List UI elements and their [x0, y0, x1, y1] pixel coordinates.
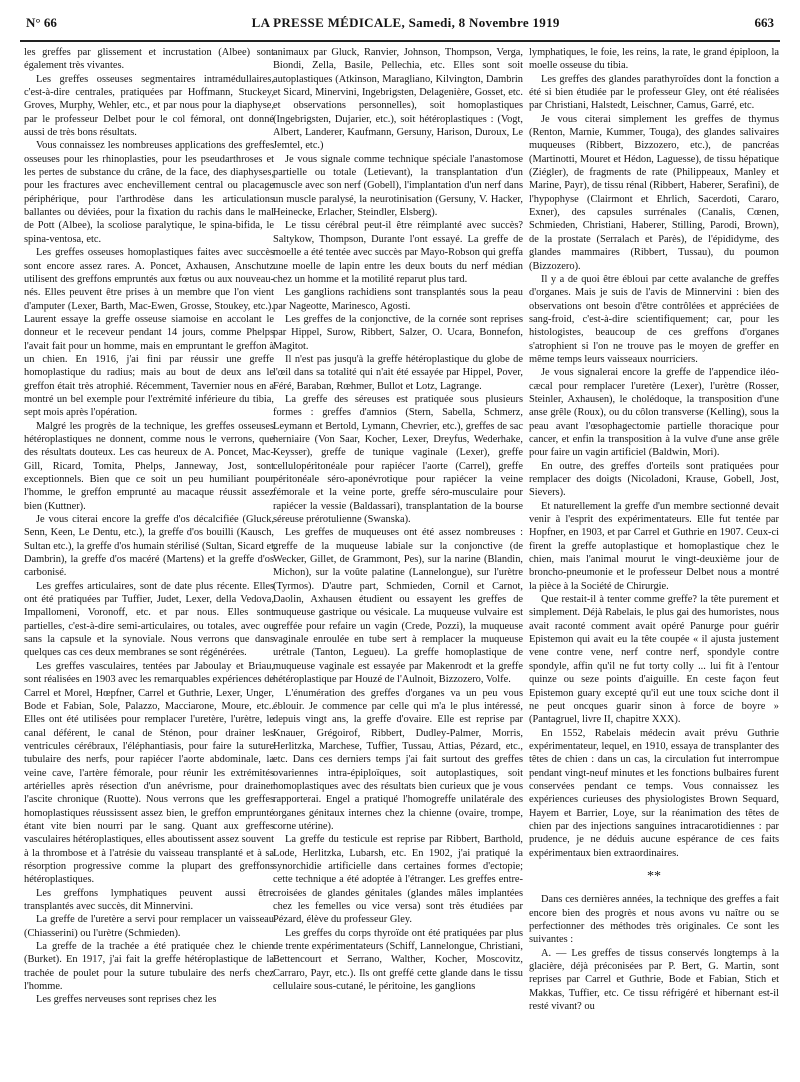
column-2: [273, 46, 523, 993]
paragraph: Vous connaissez les nombreuses applications des greffes osseuses pour les rhinoplasties, pour les pseudarthroses et les pertes de substance du crâne, de la face, des diaphyses, pour les fractures avec enchevillement central ou placage périphérique, pour l'arthrodèse dans les articulations ballantes ou déviées, pour la fixation du rachis dans le mal de Pott (Albee), la scoliose paralytique, le spina-bifida, le spina-ventosa, etc.: [24, 140, 274, 245]
paragraph: Les greffes de muqueuses ont été assez nombreuses : greffe de la muqueuse labiale sur la conjonctive (de Wecker, Gillet, de Grammont, Pes), sur la narine (Blandin, Michon), sur la voûte palatine (Lannelongue), sur l'urètre (Tyrmos). D'autre part, Schmieden, Cornil et Carnot, Daolin, Axhausen étudient ou essayent les greffes de muqueuse gastrique ou vésicale. La muqueuse vulvaire est greffée pour refaire un vagin (Crede, Pozzi), la muqueuse vaginale enroulée en tube sert à remplacer la muqueuse urétrale (Tanton, Legueu). La greffe homoplastique de muqueuse vaginale est essayée par Makenrodt et la greffe hétéroplastique par Houzé de l'Aulnoit, Bizzozero, Volfe.: [273, 527, 523, 686]
paragraph: En 1552, Rabelais médecin avait prévu Guthrie expérimentateur, lequel, en 1910, essaya de transplanter des têtes de chien : dans un cas, la circulation fut interrompue pendant vingt-neuf minutes et les fonctions bulbaires furent conservées pendant ce temps. Vous connaissez les expériences curieuses des physiologistes Brown Sequard, Hayem et Barrier, Loye, sur la réanimation des têtes de chien par des injections sanguines intracarotidiennes : par prudence, je ne déduis aucune espérance de ces faits expérimentaux bien extraordinaires.: [529, 727, 779, 859]
paragraph: L'énumération des greffes d'organes va un peu vous éblouir. Je commence par celle qui m'a le plus intéressé, depuis vingt ans, la greffe d'ovaire. Elle est reprise par Knauer, Grégoirof, Ribbert, Dudley-Palmer, Morris, Herlitzka, Marchese, Tuffier, Tussau, Attias, Pézard, etc., etc. Dans ces derniers temps j'ai fait surtout des greffes ovariennes intra-épiploïques, soit autoplastiques, soit homoplastiques avec des résultats bien curieux que je vous rapporterai. Engel a pratiqué l'homogreffe unilatérale des organes génitaux internes chez la chienne (ovaire, trompe, corne utérine).: [273, 687, 523, 832]
page-header: [26, 10, 774, 36]
section-separator: **: [647, 868, 661, 884]
paragraph: Malgré les progrès de la technique, les greffes osseuses hétéroplastiques ne donnent, comme nous le verrons, que des résultats douteux. Les cas heureux de A. Poncet, Mac-Gill, Ricard, Tomita, Phelps, Janneway, Jost, sont exceptionnels. Bien que ce soit un peu humiliant pour l'homme, le greffon emprunté au macaque réussit assez bien (Kuttner).: [24, 420, 274, 512]
paragraph: Les greffes articulaires, sont de date plus récente. Elles ont été pratiquées par Tuffier, Judet, Lexer, della Vedova, Impallomeni, Voronoff, etc. et par nous. Elles sont partielles, c'est-à-dire semi-articulaires, ou totales, avec ou sans la capsule et la synoviale. Nous verrons que dans quelques cas ces deux membranes se sont régénérées.: [24, 580, 274, 659]
paragraph: Je vous signalerai encore la greffe de l'appendice iléo-cæcal pour remplacer l'uretère (Lexer), l'urètre (Rosser, Steinler, Axhausen), le cholédoque, la transposition d'une anse grêle (Roux), ou du côlon transverse (Kelling), sous la peau avant l'œsophagectomie partielle thoracique pour cancer, et enfin la transposition à la vulve d'une anse grêle pour faire un vagin artificiel (Baldwin, Mori).: [529, 367, 779, 459]
journal-title: LA PRESSE MÉDICALE, Samedi, 8 Novembre 1919: [251, 15, 560, 30]
paragraph: Les greffes nerveuses sont reprises chez les: [36, 994, 217, 1006]
column-1: [24, 46, 274, 1007]
paragraph: Les greffons lymphatiques peuvent aussi être transplantés avec succès, dit Minnervini.: [24, 887, 274, 912]
paragraph: Les greffes du corps thyroïde ont été pratiquées par plus de trente expérimentateurs (Schiff, Lannelongue, Christiani, Bettencourt et Serrano, Walther, Kocher, Moscovitz, Carraro, Payr, etc.). Ils ont greffé cette glande dans le tissu cellulaire sous-cutané, le péritoine, les ganglions: [273, 927, 523, 993]
paragraph: Les greffes osseuses segmentaires intramédullaires, c'est-à-dire centrales, pratiquées par Hoffmann, Stuckey, Groves, Murphy, Wehler, etc., et par nous pour la diaphyse, par le professeur Delbet pour le col fémoral, ont donné aussi de très bons résultats.: [24, 73, 274, 139]
paragraph: Et naturellement la greffe d'un membre sectionné devait venir à l'esprit des expérimentateurs. Elle fut tentée par Hopfner, en 1903, et par Carrel et Guthrie en 1907. Ceux-ci firent la greffe autoplastique et homoplastique chez le chien, mais l'animal mourut le vingt-deuxième jour de broncho-pneumonie et le professeur Delbet nous a montré la pièce à la Société de Chirurgie.: [529, 500, 779, 592]
paragraph: lymphatiques, le foie, les reins, la rate, le grand épiploon, la moelle osseuse du tibia.: [529, 47, 779, 72]
paragraph: En outre, des greffes d'orteils sont pratiquées pour remplacer des doigts (Nicoladoni, Krause, Gobell, Jost, Sievers).: [529, 460, 779, 499]
paragraph: La greffe des séreuses est pratiquée sous plusieurs formes : greffes d'amnios (Stern, Sabella, Schmerz, Leymann et Bertold, Lymann, Chevrier, etc.), greffes de sac herniaire (Von Saar, Kocher, Lexer, Dreyfus, Wederhake, Keysser), greffe de tunique vaginale (Lexer), greffe cellulopéritonéale pour rapiécer l'aorte (Carrel), greffe péritonéale séro-aponévrotique pour rapiécer la veine fémorale et la veine porte, greffe séro-musculaire pour rapiécer la vessie (Baldassari), transplantation de la bourse séreuse prérotulienne (Swanska).: [273, 393, 523, 526]
paragraph: La greffe du testicule est reprise par Ribbert, Barthold, Lode, Herlitzka, Lubarsh, etc. En 1902, j'ai pratiqué la synorchidie artificielle dans certaines formes d'ectopie; cette technique a été adoptée à l'étranger. Les greffes entre-croisées de glandes génitales (glandes mâles implantées chez les femelles ou vice versa) sont très étudiées par Pézard, élève du professeur Gley.: [273, 834, 523, 926]
page-number: 663: [754, 15, 774, 30]
paragraph: Les greffes de la conjonctive, de la cornée sont reprises par Hippel, Surow, Ribbert, Salzer, O. Ucara, Bonnefon, Magitot.: [273, 313, 523, 352]
paragraph: Il n'est pas jusqu'à la greffe hétéroplastique du globe de l'œil dans sa totalité qui n'ait été essayée par Hippel, Pover, Féré, Baraban, Rœhmer, Bullot et Lotz, Lagrange.: [273, 353, 523, 392]
paragraph: Les greffes osseuses homoplastiques faites avec succès sont encore assez rares. A. Poncet, Axhausen, Anschutz utilisent des greffons empruntés aux fœtus ou aux nouveau-nés. Elles peuvent être prises à un membre que l'on vient d'amputer (Lexer, Barth, Mac-Ewen, Grosse, Stoukey, etc.). Laurent essaye la greffe osseuse siamoise en accolant le donneur et le receveur pendant 14 jours, comme Phelps l'avait fait pour un homme, mais en empruntant le greffon à un chien. En 1916, j'ai fini par réussir une greffe homoplastique du radius; mais au bout de deux ans le greffon était très atrophié. Récemment, Tavernier nous en a montré un bel exemple pour l'extrémité inférieure du tibia, sept mois après l'opération.: [24, 247, 274, 419]
paragraph: les greffes par glissement et incrustation (Albee) sont également très vivantes.: [24, 47, 274, 72]
paragraph: Le tissu cérébral peut-il être réimplanté avec succès? Saltykow, Thompson, Durante l'ont essayé. La greffe de moelle a été tentée avec succès par Mayo-Robson qui greffa une moelle de lapin entre les deux bouts du nerf médian chez un homme et la motilité reparut plus tard.: [273, 220, 523, 285]
paragraph: Les ganglions rachidiens sont transplantés sous la peau par Nageotte, Marinesco, Agosti.: [273, 287, 523, 312]
paragraph: La greffe de la trachée a été pratiquée chez le chien (Burket). En 1917, j'ai fait la greffe hétéroplastique de la trachée de poulet pour la suture tubulaire des nerfs chez l'homme.: [24, 941, 274, 993]
paragraph: Je vous citerai simplement les greffes de thymus (Renton, Marnie, Kummer, Touga), des glandes salivaires muqueuses (Ribbert, Bizzozero, etc.), de pancréas (Martinotti, Mouret et Hédon, Laguesse), de tissu hépatique (Ziégler), de fragments de rate (Philippeaux, Manley et Marine, Payr), de tissu rénal (Ribbert, Haberer, Serafini), de l'hypophyse (Clairmont et Ehrlich, Sacerdoti, Cararo, Exner), des capsules surrénales (Canalis, Cœnen, Schmieden, Christiani, Haberer, Stilling, Parodi, Brown), de la prostate (Serralach et Parès), de l'épididyme, des glandes mammaires (Ribbert, Tussau), du poumon (Bizzozero).: [529, 113, 779, 272]
paragraph: A. — Les greffes de tissus conservés longtemps à la glacière, déjà préconisées par P. Bert, G. Martin, sont reprises par Carrel et Guthrie, Bode et Fabian, Stich et Makkas, Tuffier, etc. Ce tissu réfrigéré et hibernant est-il resté vivant? ou: [529, 947, 779, 1013]
paragraph: Je vous signale comme technique spéciale l'anastomose partielle ou totale (Letievant), la transplantation d'un muscle avec son nerf (Gobell), l'implantation d'un nerf dans un muscle paralysé, la neurotinisation (Gersuny, V. Hacker, Heinecke, Erlacher, Steindler, Elsberg).: [273, 153, 523, 219]
issue-number: N° 66: [26, 15, 57, 30]
paragraph: animaux par Gluck, Ranvier, Johnson, Thompson, Verga, Biondi, Zella, Basile, Pellechia, etc. Elles sont soit autoplastiques (Atkinson, Maragliano, Kilvington, Dambrin et Sicard, Minervini, Ingebrigsten, Delagenière, Gosset, etc. et observations personnelles), soit homoplastiques (Ingebrigsten, Dujarier, etc.), soit hétéroplastiques : (Vogt, Albert, Landerer, Kaufmann, Gersuny, Harison, Duroux, Le Jemtel, etc.): [273, 47, 523, 152]
paragraph: Les greffes des glandes parathyroïdes dont la fonction a été si bien étudiée par le professeur Gley, ont été réalisées par Christiani, Halstedt, Leischner, Camus, Garré, etc.: [529, 73, 779, 112]
header-rule: [20, 40, 780, 42]
paragraph: Dans ces dernières années, la technique des greffes a fait encore bien des progrès et nous avons vu naître ou se perfectionner des méthodes très originales. Ce sont les suivantes :: [529, 894, 779, 946]
column-3: [529, 46, 779, 1013]
paragraph: Les greffes vasculaires, tentées par Jaboulay et Briau, sont réalisées en 1903 avec les remarquables expériences de Carrel et Morel, Hœpfner, Carrel et Guthrie, Lexer, Unger, Bode et Fabian, Sole, Palazzo, Macciarone, Moure, etc.. Elles ont été utilisées pour remplacer l'uretère, l'urètre, le canal déférent, le canal de Sténon, pour drainer les ventricules cérébraux, l'éléphantiasis, pour faire la suture tubulaire des nerfs, pour rapiécer l'aorte abdominale, la veine cave, l'artère fémorale, pour réunir les extrémités artérielles après résection d'un anévrisme, pour drainer l'ascite chronique (Ruotte). Nous verrons que les greffes homoplastiques réussissent assez bien, le greffon emprunté étant vite bien nourri par le sang. Quant aux greffes vasculaires hétéroplastiques, elles aboutissent assez souvent à la thrombose et à l'atrésie du vaisseau transplanté et à sa résorption progressive comme la plupart des greffons hétéroplastiques.: [24, 660, 274, 886]
paragraph: Il y a de quoi être ébloui par cette avalanche de greffes d'organes. Mais je suis de l'avis de Minnervini : bien des observations ont besoin d'être contrôlées et appréciées de sang-froid, c'est-à-dire scientifiquement; car, pour les histologistes, beaucoup de ces greffons d'organes s'atrophient si l'on ne trouve pas le moyen de greffer en même temps leurs vaisseaux nourriciers.: [529, 273, 779, 365]
paragraph: Que restait-il à tenter comme greffe? la tête purement et simplement. Déjà Rabelais, le plus gai des humoristes, nous avait raconté comment avait opéré Panurge pour guérir Epistemon qui avait eu la tête coupée « il ajusta justement vene contre vene, nerf contre nerf, spondyle contre spondyle, affin qu'il ne fut torty colly ... lui fit à l'entour quinze ou seze points d'aiguille. En ceste façon feut Epistemon guary excepté qu'il eut une toux sciche dont il ne peut oncques guarir sinon à force de boyre » (Pantagruel, livre II, chapitre XXX).: [529, 594, 779, 726]
paragraph: La greffe de l'uretère a servi pour remplacer un vaisseau (Chiasserini) ou l'urètre (Schmieden).: [24, 914, 274, 939]
paragraph: Je vous citerai encore la greffe d'os décalcifiée (Gluck, Senn, Keen, Le Dentu, etc.), la greffe d'os bouilli (Kausch, Sultan etc.), la greffe d'os humain stérilisé (Sultan, Sicard et Dambrin), la greffe d'os macéré (Martens) et la greffe d'os carbonisé.: [24, 514, 274, 579]
